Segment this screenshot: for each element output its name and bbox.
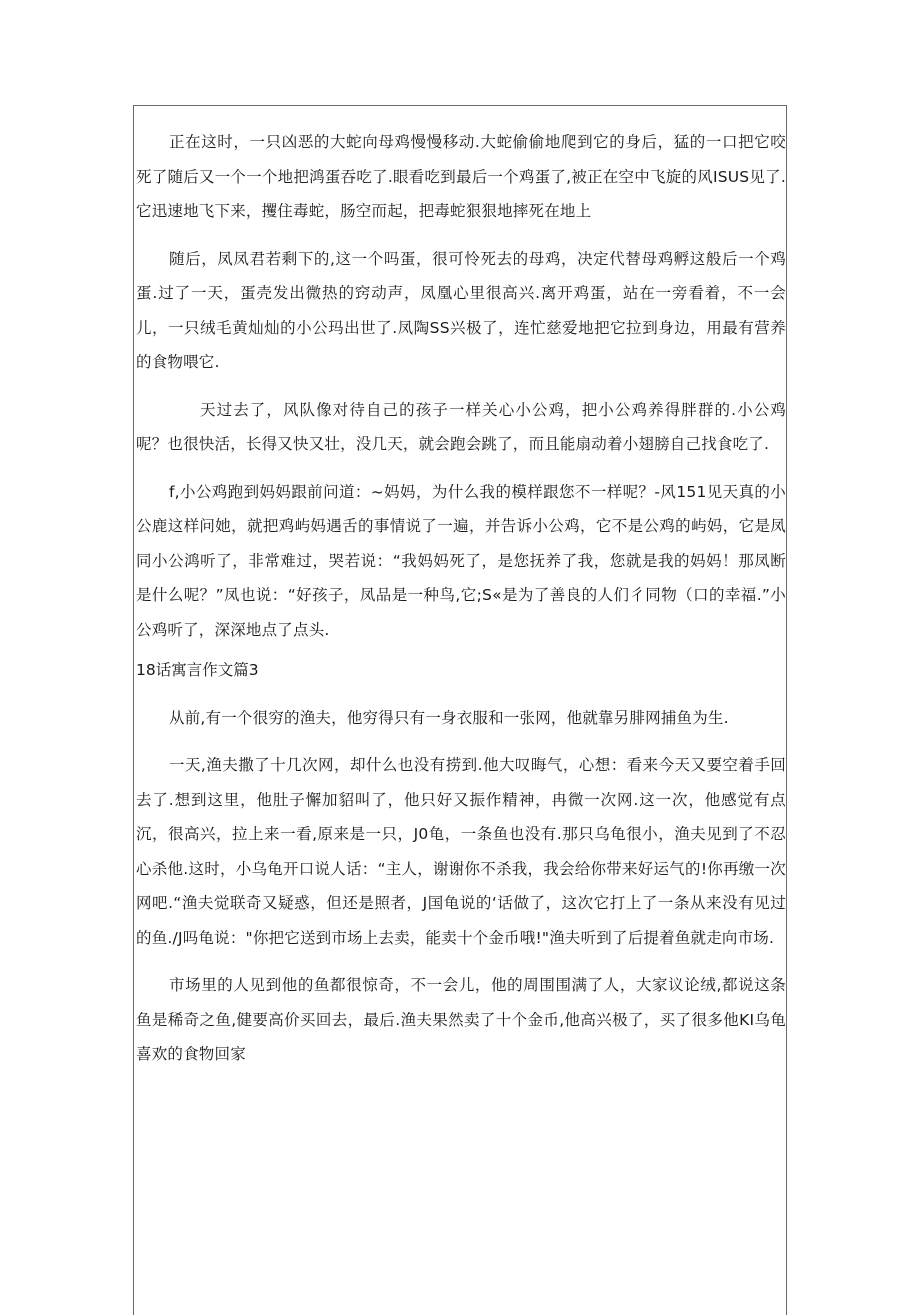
paragraph-poor-fisherman: 从前,有一个很穷的渔夫，他穷得只有一身衣服和一张网，他就靠另腓网捕鱼为生.: [169, 708, 729, 727]
paragraph-rooster-asks-mother: f,小公鸡跑到妈妈跟前问道：~妈妈，为什么我的模样跟您不一样呢？-风151见天真的小公鹿这样问她，就把鸡屿妈遇舌的事情说了一遍，并告诉小公鸡，它不是公鸡的屿妈，它是凤同小公鸿听了，非常难过，哭若说：“我妈妈死了，是您抚养了我，您就是我的妈妈！那凤断是什么呢？”凤也说：“好孩子，凤品是一种鸟,它;S«是为了善良的人们彳同物（口的幸福.”小公鸡听了，深深地点了点头.: [136, 482, 786, 639]
paragraph-rooster-grows: 天过去了，风队像对待自己的孩子一样关心小公鸡，把小公鸡养得胖群的.小公鸡呢？也很快活，长得又快又壮，没几天，就会跑会跳了，而且能扇动着小翅膀自己找食吃了.: [136, 400, 786, 453]
page-frame: [133, 105, 787, 1315]
document-body: [136, 125, 786, 1072]
paragraph-phoenix-hatches-egg: 随后，凤凤君若剩下的,这一个吗蛋，很可怜死去的母鸡，决定代替母鸡孵这般后一个鸡蛋.过了一天，蛋壳发出微热的窍动声，凤凰心里很高兴.离开鸡蛋，站在一旁看着，不一会儿，一只绒毛黄灿灿的小公玛出世了.凤陶SS兴极了，连忙慈爱地把它拉到身边，用最有营养的食物喂它.: [136, 249, 786, 371]
paragraph-market: 市场里的人见到他的鱼都很惊奇，不一会儿，他的周围围满了人，大家议论绒,都说这条鱼是稀奇之鱼,健要高价买回去，最后.渔夫果然卖了十个金币,他高兴极了，买了很多他KI乌龟喜欢的食物回家: [136, 976, 786, 1063]
section-heading: 18话寓言作文篇3: [136, 661, 259, 679]
paragraph-fisherman-turtle: 一天,渔夫撒了十几次网，却什么也没有捞到.他大叹晦气，心想：看来今天又要空着手回去了.想到这里，他肚子懈加貂叫了，他只好又振作精神，冉微一次网.这一次，他感觉有点沉，很高兴，拉上来一看,原来是一只，J0龟，一条鱼也没有.那只乌龟很小，渔夫见到了不忍心杀他.这时，小乌龟开口说人话：“主人，谢谢你不杀我，我会给你带来好运气的!你再缴一次网吧.“渔夫觉联奇又疑惑，但还是照者，J国龟说的‘话做了，这次它打上了一条从来没有见过的鱼./J吗龟说："你把它送到市场上去卖，能卖十个金币哦!"渔夫听到了后提着鱼就走向市场.: [136, 756, 786, 947]
paragraph-snake-attack: 正在这时，一只凶恶的大蛇向母鸡慢慢移动.大蛇偷偷地爬到它的身后，猛的一口把它咬死了随后又一个一个地把鸿蛋吞吃了.眼看吃到最后一个鸡蛋了,被正在空中飞旋的风ISUS见了.它迅速地飞下来，攫住毒蛇，肠空而起，把毒蛇狠狠地摔死在地上: [136, 133, 786, 220]
